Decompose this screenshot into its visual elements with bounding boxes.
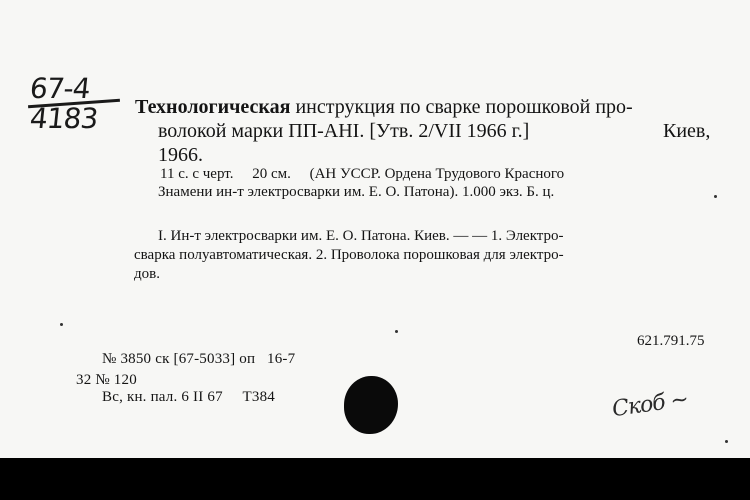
handwritten-signature: Скоб ~ [610, 386, 690, 423]
footer-line-3: Вс, кн. пал. 6 II 67 Т384 [102, 389, 275, 405]
scan-speck [60, 323, 63, 326]
call-number-top: 67-4 [28, 72, 92, 105]
entry-line-8: дов. [134, 266, 160, 282]
footer-line-2: 32 № 120 [76, 372, 137, 388]
entry-line-1 [135, 97, 633, 117]
entry-place: Киев, [663, 120, 711, 142]
call-number-bottom: 4183 [28, 102, 99, 135]
scan-speck [395, 330, 398, 333]
entry-line-1-rest: инструкция по сварке порошковой про- [295, 96, 633, 118]
entry-line-7: сварка полуавтоматическая. 2. Проволока порошковая для электро- [134, 247, 564, 263]
footer-line-1: № 3850 ск [67-5033] оп 16-7 [102, 351, 296, 367]
entry-line-6: I. Ин-т электросварки им. Е. О. Патона. Киев. — — 1. Электро- [158, 228, 564, 244]
entry-line-2: волокой марки ПП-АНI. [Утв. 2/VII 1966 г.] [158, 120, 530, 142]
ink-blot [344, 376, 398, 434]
entry-title-bold: Технологическая [135, 96, 291, 118]
classification-number: 621.791.75 [637, 333, 705, 349]
scan-speck [725, 440, 728, 443]
scan-speck [714, 195, 717, 198]
entry-line-3: 1966. [158, 144, 203, 166]
entry-line-4: 11 с. с черт. 20 см. (АН УССР. Ордена Трудового Красного [160, 166, 565, 182]
entry-line-5: Знамени ин-т электросварки им. Е. О. Патона). 1.000 экз. Б. ц. [158, 184, 555, 200]
